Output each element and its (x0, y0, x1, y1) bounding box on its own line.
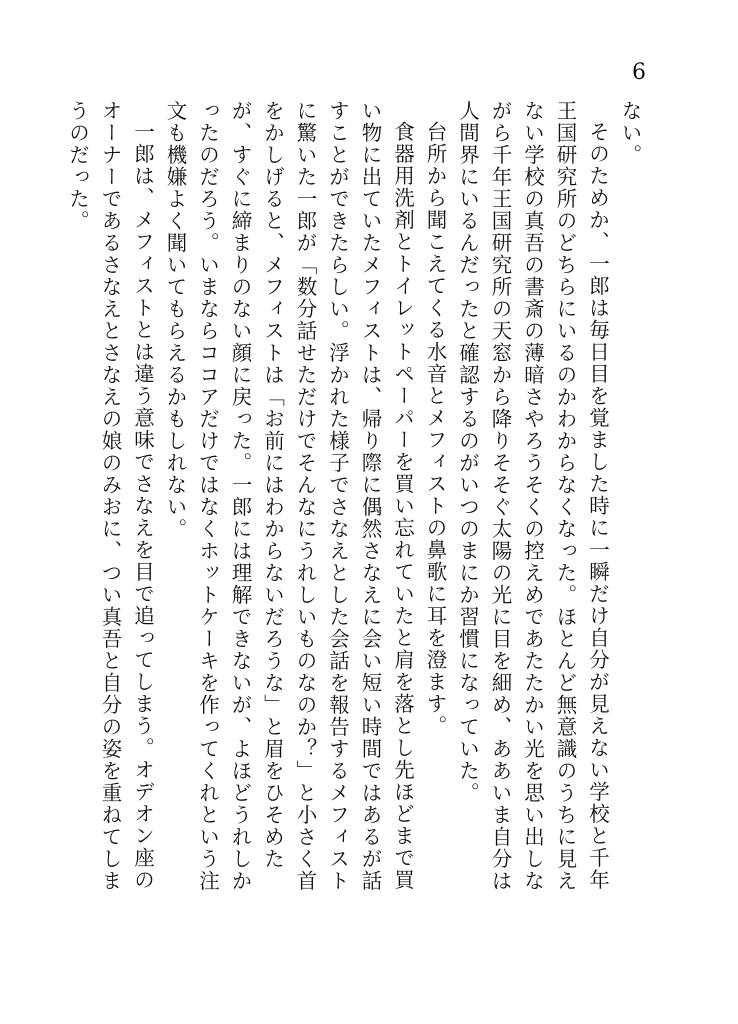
body-text (65, 100, 646, 900)
paragraph-5: 一郎は、メフィストとは違う意味でさなえを目で追ってしまう。オデオン座のオーナーであるさなえとさなえの娘のみおに、つい真吾と自分の姿を重ねてしまうのだった。 (65, 100, 155, 892)
paragraph-4: 食器用洗剤とトイレットペーパーを買い忘れていたと肩を落とし先ほどまで買い物に出ていたメフィストは、帰り際に偶然さなえに会い短い時間ではあるが話すことができたらしい。浮かれた様子でさなえとした会話を報告するメフィストに驚いた一郎が「数分話せただけでそんなにうれしいものなのか？」と小さく首をかしげると、メフィストは「お前にはわからないだろうな」と眉をひそめたが、すぐに締まりのない顔に戻った。一郎には理解できないが、よほどうれしかったのだろう。いまならココアだけではなくホットケーキを作ってくれという注文も機嫌よく聞いてもらえるかもしれない。 (163, 100, 415, 892)
paragraph-1: ない。 (618, 100, 642, 166)
paragraph-3: 台所から聞こえてくる水音とメフィストの鼻歌に耳を澄ます。 (423, 120, 447, 737)
paragraph-2: そのためか、一郎は毎日目を覚ました時に一瞬だけ自分が見えない学校と千年王国研究所のどちらにいるのかわからなくなった。ほとんど無意識のうちに見えない学校の真吾の書斎の薄暗さやろうそくの控えめであたたかい光を思い出しながら千年王国研究所の天窓から降りそそぐ太陽の光に目を細め、ああいま自分は人間界にいるんだったと確認するのがいつのまにか習慣になっていた。 (455, 100, 610, 892)
page-number: 6 (632, 60, 646, 85)
